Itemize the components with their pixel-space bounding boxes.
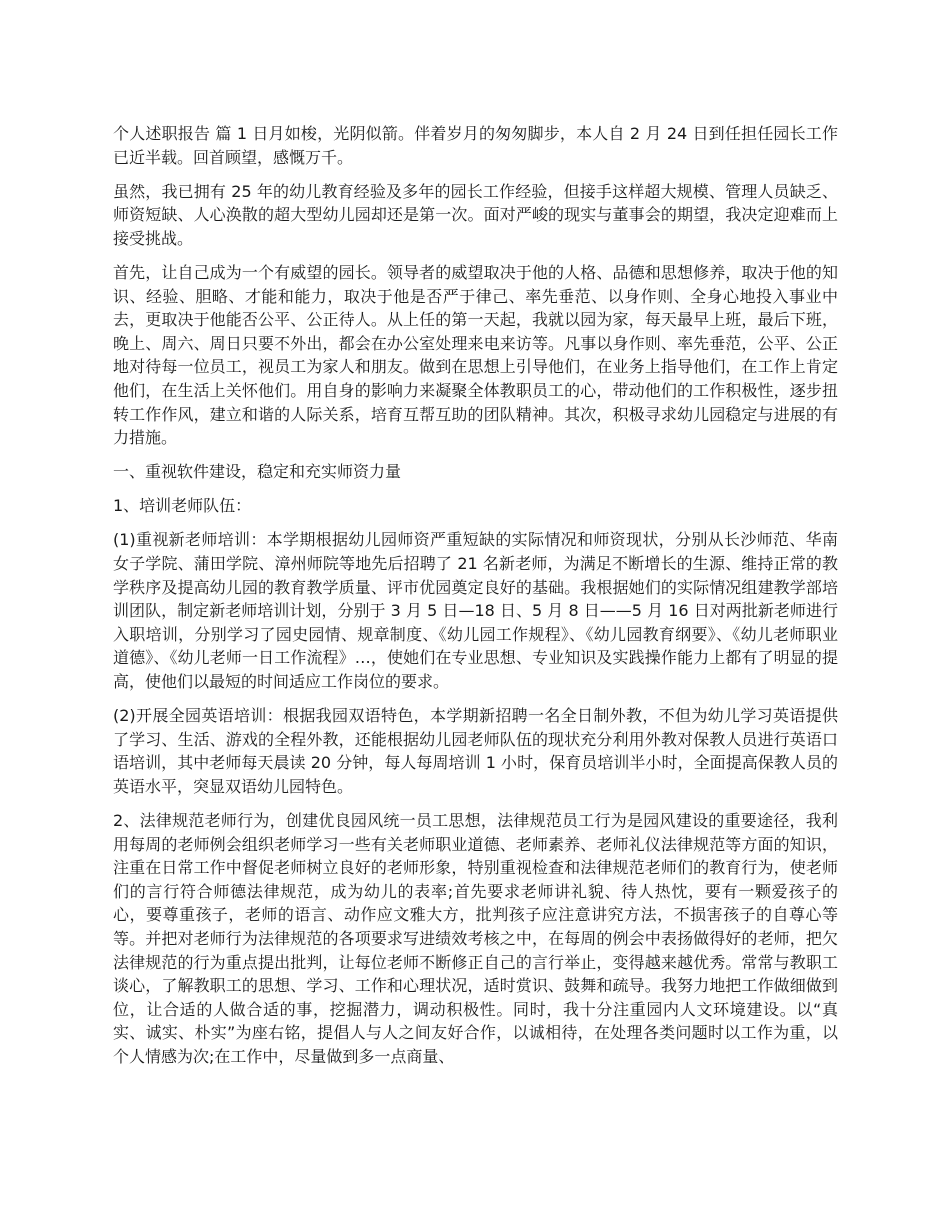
paragraph-english-training: (2)开展全园英语培训：根据我园双语特色，本学期新招聘一名全日制外教，不但为幼儿学习英语提供了学习、生活、游戏的全程外教，还能根据幼儿园老师队伍的现状充分利用外教对保教人员进行英语口语培训，其中老师每天晨读 20 分钟，每人每周培训 1 小时，保育员培训半小时，全面提高保教人员的英语水平，突显双语幼儿园特色。 <box>113 706 838 796</box>
subsection-heading-1: 1、培训老师队伍： <box>113 496 252 516</box>
paragraph-intro: 个人述职报告 篇 1 日月如梭，光阴似箭。伴着岁月的匆匆脚步，本人自 2 月 24 日到任担任园长工作已近半载。回首顾望，感慨万千。 <box>113 124 838 167</box>
paragraph-prestige: 首先，让自己成为一个有威望的园长。领导者的威望取决于他的人格、品德和思想修养，取决于他的知识、经验、胆略、才能和能力，取决于他是否严于律己、率先垂范、以身作则、全身心地投入事业中去，更取决于他能否公平、公正待人。从上任的第一天起，我就以园为家，每天最早上班，最后下班，晚上、周六、周日只要不外出，都会在办公室处理来电来访等。凡事以身作则、率先垂范，公平、公正地对待每一位员工，视员工为家人和朋友。做到在思想上引导他们，在业务上指导他们，在工作上肯定他们，在生活上关怀他们。用自身的影响力来凝聚全体教职员工的心，带动他们的工作积极性，逐步扭转工作作风，建立和谐的人际关系，培育互帮互助的团队精神。其次，积极寻求幼儿园稳定与进展的有力措施。 <box>113 262 838 448</box>
paragraph-experience: 虽然，我已拥有 25 年的幼儿教育经验及多年的园长工作经验，但接手这样超大规模、管理人员缺乏、师资短缺、人心涣散的超大型幼儿园却还是第一次。面对严峻的现实与董事会的期望，我决定迎难而上接受挑战。 <box>113 181 838 248</box>
paragraph-new-teacher-training: (1)重视新老师培训：本学期根据幼儿园师资严重短缺的实际情况和师资现状，分别从长沙师范、华南女子学院、蒲田学院、漳州师院等地先后招聘了 21 名新老师，为满足不断增长的生源、维持正常的教学秩序及提高幼儿园的教育教学质量、评市优园奠定良好的基础。我根据她们的实际情况组建教学部培训团队，制定新老师培训计划，分别于 3 月 5 日—18 日、5 月 8 日——5 月 16 日对两批新老师进行入职培训，分别学习了园史园情、规章制度、《幼儿园工作规程》、《幼儿园教育纲要》、《幼儿老师职业道德》、《幼儿老师一日工作流程》…，使她们在专业思想、专业知识及实践操作能力上都有了明显的提高，使他们以最短的时间适应工作岗位的要求。 <box>113 530 838 691</box>
document-body <box>113 122 838 1079</box>
paragraph-teacher-conduct: 2、法律规范老师行为，创建优良园风统一员工思想，法律规范员工行为是园风建设的重要途径，我利用每周的老师例会组织老师学习一些有关老师职业道德、老师素养、老师礼仪法律规范等方面的知识，注重在日常工作中督促老师树立良好的老师形象，特别重视检查和法律规范老师们的教育行为，使老师们的言行符合师德法律规范，成为幼儿的表率;首先要求老师讲礼貌、待人热忱，要有一颗爱孩子的心，要尊重孩子，老师的语言、动作应文雅大方，批判孩子应注意讲究方法，不损害孩子的自尊心等等。并把对老师行为法律规范的各项要求写进绩效考核之中，在每周的例会中表扬做得好的老师，把欠法律规范的行为重点提出批判，让每位老师不断修正自己的言行举止，变得越来越优秀。常常与教职工谈心，了解教职工的思想、学习、工作和心理状况，适时赏识、鼓舞和疏导。我努力地把工作做细做到位，让合适的人做合适的事，挖掘潜力，调动积极性。同时，我十分注重园内人文环境建设。以“真实、诚实、朴实”为座右铭，提倡人与人之间友好合作，以诚相待，在处理各类问题时以工作为重，以个人情感为次;在工作中，尽量做到多一点商量、 <box>113 810 838 1066</box>
section-heading-1: 一、重视软件建设，稳定和充实师资力量 <box>113 462 402 482</box>
